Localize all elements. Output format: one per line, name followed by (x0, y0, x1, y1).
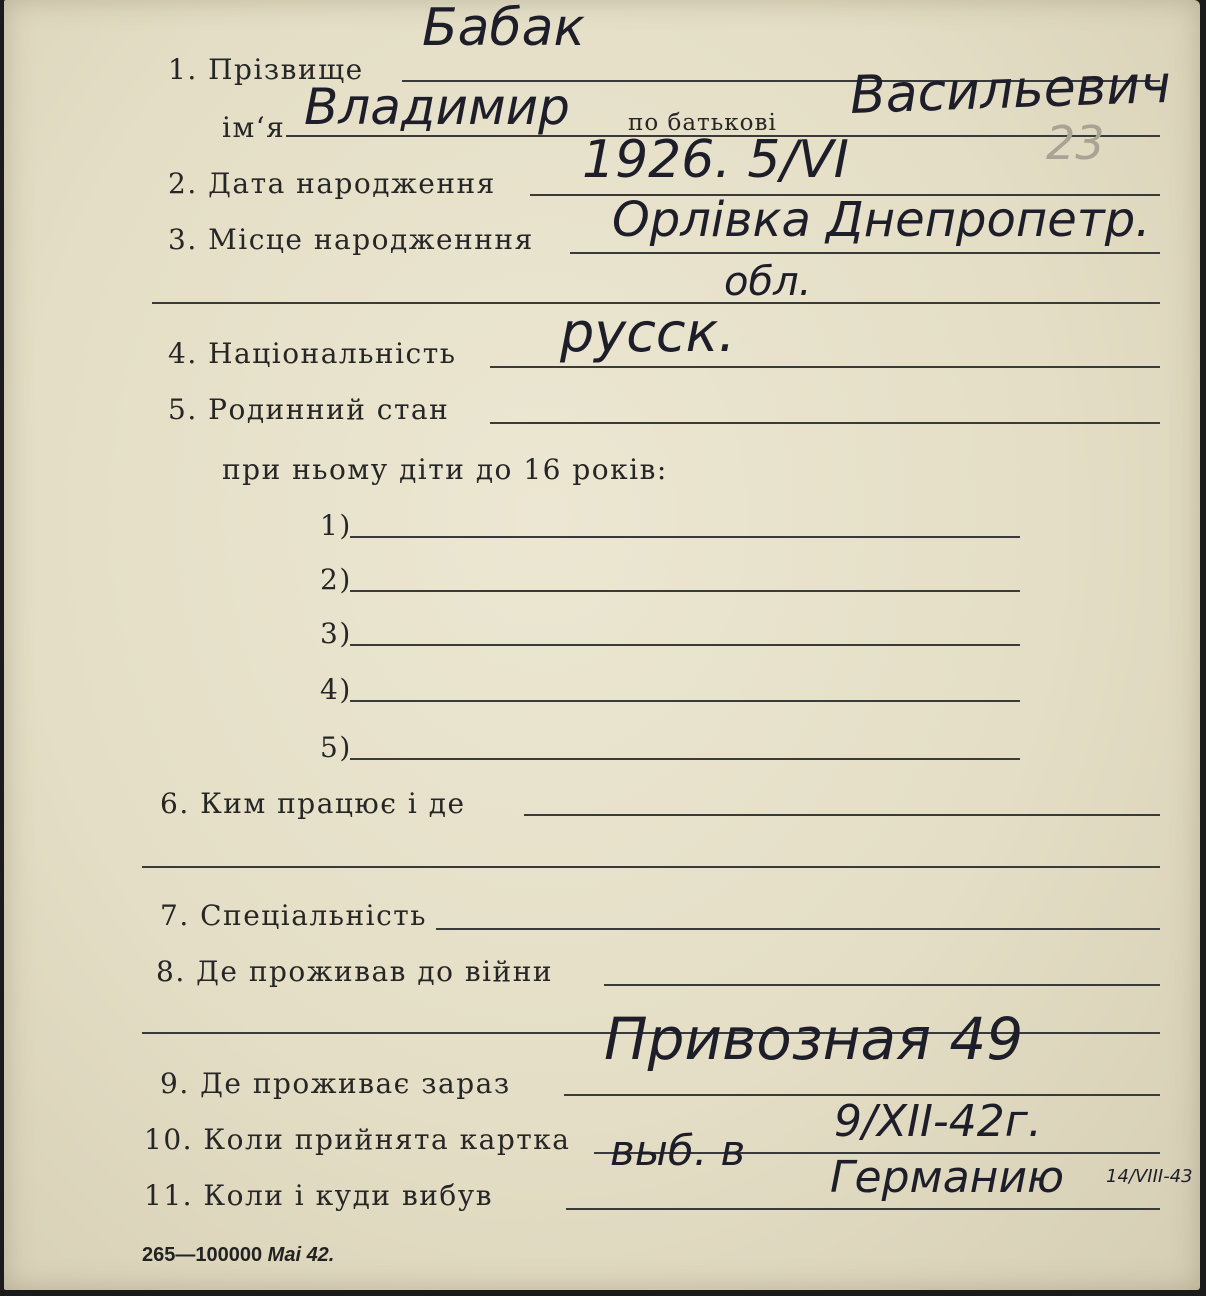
first-name-handwritten: Владимир (304, 78, 570, 136)
print-run: 265—100000 (142, 1244, 263, 1266)
card-date-handwritten: 9/XII-42г. (834, 1096, 1042, 1147)
children-heading: при ньому діти до 16 років: (222, 453, 668, 486)
child-4-line (350, 700, 1020, 702)
corner-mark: 23 (1046, 116, 1105, 170)
patronymic-handwritten: Васильевич (848, 54, 1172, 126)
prewar-address-line (604, 984, 1160, 986)
child-1-label: 1) (320, 509, 352, 542)
child-2-label: 2) (320, 563, 352, 596)
child-3-line (350, 644, 1020, 646)
current-address-handwritten: Привозная 49 (604, 1005, 1024, 1073)
nationality-handwritten: русск. (560, 301, 736, 364)
current-address-label: 9. Де проживає зараз (160, 1067, 511, 1100)
registration-card (4, 0, 1200, 1290)
marital-status-label: 5. Родинний стан (168, 393, 450, 426)
surname-handwritten: Бабак (422, 0, 585, 58)
child-4-label: 4) (320, 673, 352, 706)
print-date: Mai 42. (262, 1244, 335, 1266)
first-name-label: ім‘я (222, 111, 286, 144)
birth-date-label: 2. Дата народження (168, 167, 496, 200)
workplace-label: 6. Ким працює і де (160, 787, 466, 820)
specialty-label: 7. Спеціальність (160, 899, 427, 932)
patronymic-label: по батькові (628, 110, 777, 136)
child-3-label: 3) (320, 617, 352, 650)
departure-date-handwritten: 14/VIII-43 (1106, 1166, 1193, 1187)
surname-label: 1. Прізвище (168, 53, 364, 86)
print-code (142, 1244, 334, 1267)
specialty-line (436, 928, 1160, 930)
nationality-line (490, 366, 1160, 368)
birth-date-handwritten: 1926. 5/VI (582, 130, 849, 190)
workplace-line (524, 814, 1160, 816)
marital-status-line (490, 422, 1160, 424)
birth-place-handwritten: Орлівка Днепропетр. (612, 192, 1151, 248)
birth-place-label: 3. Місце народженння (168, 223, 534, 256)
birth-place-handwritten-2: обл. (724, 259, 812, 305)
child-5-label: 5) (320, 731, 352, 764)
child-5-line (350, 758, 1020, 760)
departure-country-handwritten: Германию (830, 1152, 1065, 1203)
prewar-address-label: 8. Де проживав до війни (156, 955, 554, 988)
departure-line (566, 1208, 1160, 1210)
workplace-line-2 (142, 866, 1160, 868)
birth-place-line (570, 252, 1160, 254)
child-2-line (350, 590, 1020, 592)
nationality-label: 4. Національність (168, 337, 457, 370)
card-date-label: 10. Коли прийнята картка (144, 1123, 571, 1156)
child-1-line (350, 536, 1020, 538)
departure-prefix-handwritten: выб. в (610, 1126, 746, 1175)
departure-label: 11. Коли і куди вибув (144, 1179, 493, 1212)
